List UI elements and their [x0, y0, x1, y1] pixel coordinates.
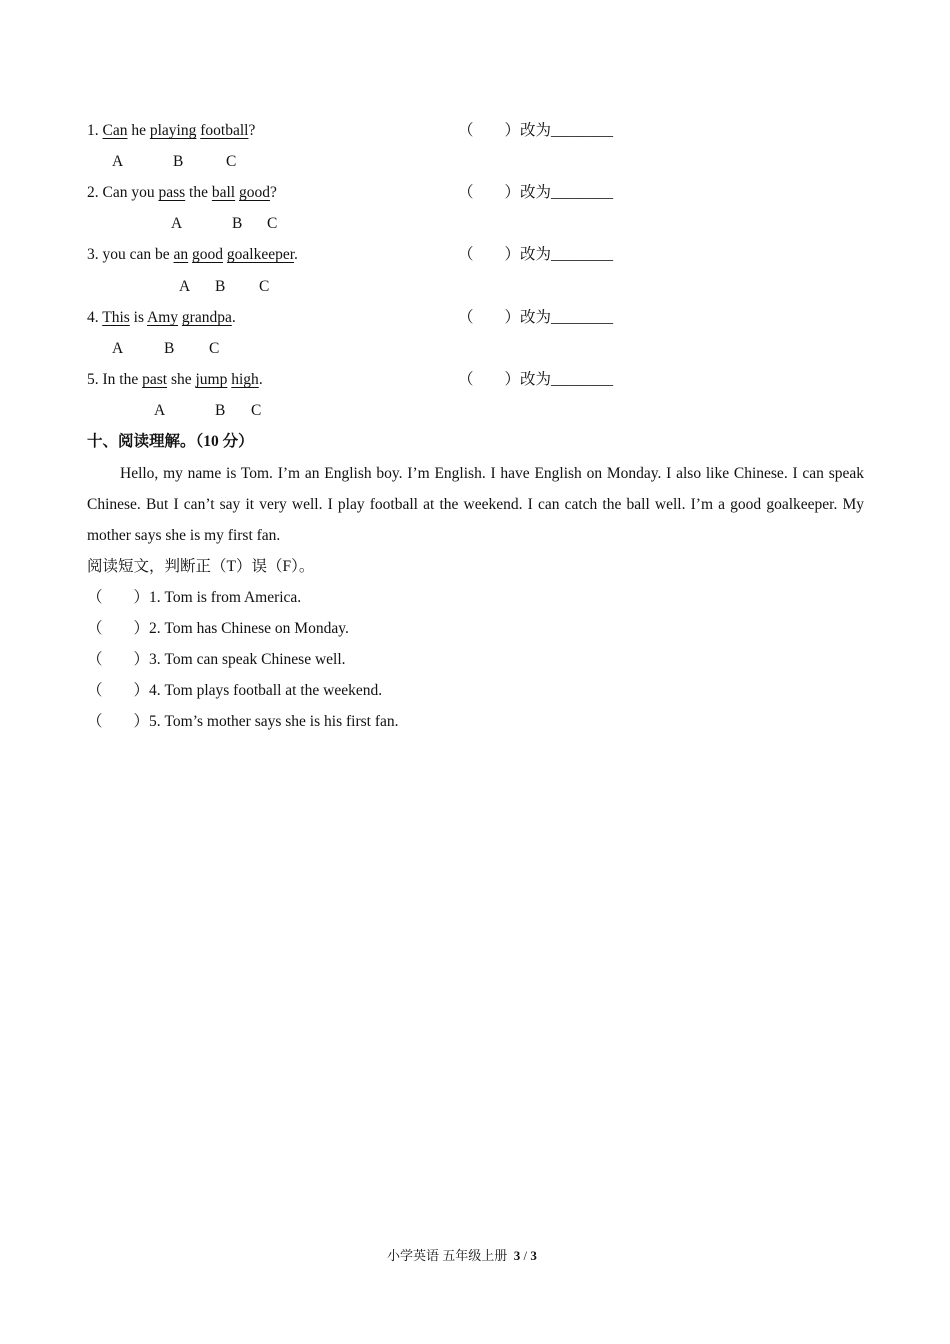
- reading-passage: Hello, my name is Tom. I’m an English boy. I’m English. I have English on Monday. I also like Chinese. I can speak Chinese. But I can’t say it very well. I play football at the weekend. I can catch the ball well. I’m a good goalkeeper. My mother says she is my first fan.: [87, 465, 864, 544]
- page-number: 3: [513, 1248, 521, 1263]
- answer-paren[interactable]: （ ）: [87, 620, 150, 637]
- option-letters: A B C: [154, 402, 262, 419]
- error-sentence: 4. This is Amy grandpa.: [87, 309, 236, 326]
- error-sentence: 2. Can you pass the ball good?: [87, 184, 277, 201]
- answer-blank[interactable]: （ ）改为________: [458, 246, 614, 263]
- error-sentence: 5. In the past she jump high.: [87, 371, 263, 388]
- option-letters: A B C: [112, 340, 220, 357]
- page-footer: 小学英语 五年级上册 3 / 3: [387, 1248, 537, 1263]
- answer-paren[interactable]: （ ）: [87, 589, 150, 606]
- answer-blank[interactable]: （ ）改为________: [458, 184, 614, 201]
- error-sentence: 1. Can he playing football?: [87, 122, 256, 139]
- option-letters: A B C: [112, 153, 237, 170]
- list-item: （ ）1. Tom is from America.: [87, 589, 302, 606]
- option-letters: A B C: [171, 215, 278, 232]
- section-heading: 十、阅读理解。（10 分）: [87, 433, 254, 450]
- answer-blank[interactable]: （ ）改为________: [458, 122, 614, 139]
- page-total: 3: [530, 1248, 537, 1263]
- answer-blank[interactable]: （ ）改为________: [458, 309, 614, 326]
- answer-paren[interactable]: （ ）: [87, 682, 150, 699]
- error-sentence: 3. you can be an good goalkeeper.: [87, 246, 298, 263]
- option-letters: A B C: [179, 278, 270, 295]
- answer-paren[interactable]: （ ）: [87, 713, 150, 730]
- list-item: （ ）3. Tom can speak Chinese well.: [87, 651, 346, 668]
- reading-instruction: 阅读短文，判断正（T）误（F）。: [87, 558, 315, 575]
- list-item: （ ）5. Tom’s mother says she is his first fan.: [87, 713, 399, 730]
- answer-blank[interactable]: （ ）改为________: [458, 371, 614, 388]
- list-item: （ ）4. Tom plays football at the weekend.: [87, 682, 383, 699]
- answer-paren[interactable]: （ ）: [87, 651, 150, 668]
- list-item: （ ）2. Tom has Chinese on Monday.: [87, 620, 349, 637]
